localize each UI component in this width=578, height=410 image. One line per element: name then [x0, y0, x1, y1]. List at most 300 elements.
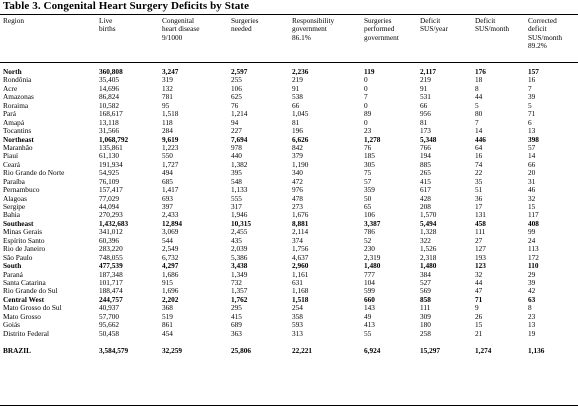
cell-performed: 185 — [364, 151, 375, 161]
cell-chd: 2,202 — [162, 294, 179, 304]
cell-performed: 76 — [364, 142, 372, 152]
cell-corrected-deficit: 13 — [528, 320, 536, 330]
cell-surgeries-needed: 395 — [231, 168, 242, 178]
cell-responsibility: 81 — [292, 117, 300, 127]
cell-live-births: 54,925 — [99, 168, 120, 178]
cell-live-births: 10,582 — [99, 100, 120, 110]
cell-chd: 1,518 — [162, 109, 179, 119]
cell-performed: 777 — [364, 269, 375, 279]
table-row — [0, 330, 578, 338]
cell-responsibility: 472 — [292, 176, 303, 186]
table-title: Table 3. Congenital Heart Surgery Deficits by State — [3, 0, 250, 12]
cell-region: North — [3, 67, 22, 76]
cell-region: Sergipe — [3, 202, 26, 211]
cell-surgeries-needed: 5,386 — [231, 252, 248, 262]
table-row — [0, 313, 578, 321]
header-live-births: Live births — [99, 16, 116, 34]
cell-chd: 1,727 — [162, 159, 179, 169]
cell-surgeries-needed: 255 — [231, 75, 242, 85]
cell-deficit-year: 258 — [420, 328, 431, 338]
cell-region: Maranhão — [3, 142, 33, 152]
table-body — [0, 68, 578, 355]
cell-performed: 57 — [364, 176, 372, 186]
cell-region: Rio Grande do Norte — [3, 168, 65, 178]
table-row — [0, 102, 578, 110]
cell-live-births: 283,220 — [99, 244, 123, 254]
cell-deficit-year: 766 — [420, 142, 431, 152]
cell-region: Roraima — [3, 100, 29, 110]
cell-deficit-month: 47 — [475, 286, 483, 296]
cell-deficit-month: 15 — [475, 320, 483, 330]
cell-chd: 519 — [162, 311, 173, 321]
cell-performed: 106 — [364, 210, 375, 220]
cell-deficit-year: 194 — [420, 151, 431, 161]
table-row — [0, 136, 578, 144]
cell-performed: 0 — [364, 83, 368, 93]
cell-chd: 915 — [162, 277, 173, 287]
cell-live-births: 187,348 — [99, 269, 123, 279]
cell-surgeries-needed: 317 — [231, 202, 242, 211]
cell-performed: 7 — [364, 92, 368, 102]
cell-deficit-year: 322 — [420, 235, 431, 245]
cell-surgeries-needed: 548 — [231, 176, 242, 186]
cell-live-births: 3,584,579 — [99, 346, 129, 355]
table-row — [0, 304, 578, 312]
cell-region: Southeast — [3, 218, 34, 228]
cell-surgeries-needed: 1,214 — [231, 109, 248, 119]
table-row — [0, 93, 578, 101]
cell-live-births: 61,130 — [99, 151, 120, 161]
cell-deficit-year: 527 — [420, 277, 431, 287]
cell-deficit-year: 956 — [420, 109, 431, 119]
cell-deficit-month: 51 — [475, 185, 483, 195]
cell-chd: 1,417 — [162, 185, 179, 195]
cell-live-births: 31,566 — [99, 126, 120, 136]
cell-deficit-month: 44 — [475, 277, 483, 287]
cell-chd: 3,247 — [162, 67, 179, 76]
table-row — [0, 110, 578, 118]
cell-deficit-month: 446 — [475, 134, 486, 144]
cell-responsibility: 2,114 — [292, 227, 309, 237]
cell-performed: 49 — [364, 311, 372, 321]
cell-deficit-year: 617 — [420, 185, 431, 195]
cell-live-births: 168,617 — [99, 109, 123, 119]
cell-deficit-month: 123 — [475, 261, 486, 271]
cell-performed: 23 — [364, 126, 372, 136]
cell-surgeries-needed: 435 — [231, 235, 242, 245]
cell-corrected-deficit: 20 — [528, 168, 536, 178]
cell-live-births: 1,432,683 — [99, 218, 129, 228]
cell-performed: 89 — [364, 109, 372, 119]
total-row — [0, 347, 578, 355]
cell-responsibility: 8,881 — [292, 218, 309, 228]
cell-corrected-deficit: 1,136 — [528, 346, 545, 355]
header-congenital-heart-disease: Congenital heart disease 9/1000 — [162, 16, 200, 42]
cell-corrected-deficit: 57 — [528, 142, 536, 152]
cell-surgeries-needed: 625 — [231, 92, 242, 102]
header-deficit-year: Deficit SUS/year — [420, 16, 448, 34]
cell-performed: 305 — [364, 159, 375, 169]
table-row — [0, 76, 578, 84]
cell-region: São Paulo — [3, 252, 33, 262]
cell-deficit-year: 91 — [420, 83, 428, 93]
cell-deficit-year: 531 — [420, 92, 431, 102]
cell-surgeries-needed: 363 — [231, 328, 242, 338]
cell-surgeries-needed: 7,694 — [231, 134, 248, 144]
cell-deficit-year: 111 — [420, 303, 431, 313]
cell-responsibility: 6,626 — [292, 134, 309, 144]
cell-chd: 494 — [162, 168, 173, 178]
cell-performed: 65 — [364, 202, 372, 211]
cell-region: South — [3, 261, 22, 271]
cell-deficit-year: 180 — [420, 320, 431, 330]
cell-deficit-month: 80 — [475, 109, 483, 119]
table-row — [0, 296, 578, 304]
cell-region: Minas Gerais — [3, 227, 43, 237]
cell-corrected-deficit: 31 — [528, 176, 536, 186]
cell-performed: 413 — [364, 320, 375, 330]
cell-live-births: 13,118 — [99, 117, 119, 127]
cell-responsibility: 1,045 — [292, 109, 309, 119]
cell-deficit-month: 176 — [475, 67, 486, 76]
cell-deficit-year: 1,328 — [420, 227, 437, 237]
cell-region: Rondônia — [3, 75, 32, 85]
cell-responsibility: 219 — [292, 75, 303, 85]
cell-chd: 685 — [162, 176, 173, 186]
cell-responsibility: 273 — [292, 202, 303, 211]
cell-surgeries-needed: 2,455 — [231, 227, 248, 237]
cell-performed: 119 — [364, 67, 375, 76]
cell-corrected-deficit: 172 — [528, 252, 539, 262]
table-row — [0, 85, 578, 93]
cell-deficit-year: 173 — [420, 126, 431, 136]
cell-deficit-month: 27 — [475, 235, 483, 245]
cell-live-births: 748,055 — [99, 252, 123, 262]
cell-performed: 75 — [364, 168, 372, 178]
cell-deficit-month: 36 — [475, 193, 483, 203]
cell-live-births: 40,937 — [99, 303, 120, 313]
table-row — [0, 152, 578, 160]
cell-deficit-year: 428 — [420, 193, 431, 203]
cell-surgeries-needed: 1,946 — [231, 210, 248, 220]
table-row — [0, 321, 578, 329]
table-row — [0, 271, 578, 279]
cell-responsibility: 2,960 — [292, 261, 309, 271]
cell-chd: 861 — [162, 320, 173, 330]
cell-responsibility: 1,676 — [292, 210, 309, 220]
cell-surgeries-needed: 1,762 — [231, 294, 248, 304]
cell-deficit-year: 2,318 — [420, 252, 437, 262]
cell-responsibility: 1,190 — [292, 159, 309, 169]
cell-performed: 52 — [364, 235, 372, 245]
cell-deficit-month: 35 — [475, 176, 483, 186]
cell-live-births: 35,405 — [99, 75, 120, 85]
cell-performed: 359 — [364, 185, 375, 195]
cell-responsibility: 538 — [292, 92, 303, 102]
cell-live-births: 50,458 — [99, 328, 120, 338]
cell-live-births: 76,109 — [99, 176, 120, 186]
cell-live-births: 1,068,792 — [99, 134, 129, 144]
table-row — [0, 161, 578, 169]
cell-corrected-deficit: 32 — [528, 193, 536, 203]
cell-live-births: 57,700 — [99, 311, 120, 321]
cell-performed: 55 — [364, 328, 372, 338]
cell-performed: 6,924 — [364, 346, 381, 355]
cell-responsibility: 374 — [292, 235, 303, 245]
header-corrected-deficit: Corrected deficit SUS/month 89.2% — [528, 16, 563, 50]
cell-responsibility: 593 — [292, 320, 303, 330]
cell-corrected-deficit: 99 — [528, 227, 536, 237]
cell-region: Espírito Santo — [3, 235, 45, 245]
cell-live-births: 341,012 — [99, 227, 123, 237]
cell-chd: 1,223 — [162, 142, 179, 152]
cell-corrected-deficit: 14 — [528, 151, 536, 161]
cell-deficit-year: 5,494 — [420, 218, 437, 228]
cell-chd: 118 — [162, 117, 173, 127]
cell-corrected-deficit: 6 — [528, 117, 532, 127]
cell-corrected-deficit: 15 — [528, 202, 536, 211]
cell-performed: 50 — [364, 193, 372, 203]
cell-live-births: 157,417 — [99, 185, 123, 195]
cell-surgeries-needed: 295 — [231, 303, 242, 313]
cell-performed: 3,387 — [364, 218, 381, 228]
cell-surgeries-needed: 76 — [231, 100, 239, 110]
cell-deficit-year: 15,297 — [420, 346, 441, 355]
cell-performed: 0 — [364, 75, 368, 85]
cell-responsibility: 4,637 — [292, 252, 309, 262]
table-row — [0, 144, 578, 152]
cell-responsibility: 976 — [292, 185, 303, 195]
cell-live-births: 86,824 — [99, 92, 120, 102]
cell-responsibility: 842 — [292, 142, 303, 152]
cell-region: Piauí — [3, 151, 18, 161]
cell-live-births: 135,861 — [99, 142, 123, 152]
cell-chd: 6,732 — [162, 252, 179, 262]
cell-corrected-deficit: 19 — [528, 328, 536, 338]
header-surgeries-needed: Surgeries needed — [231, 16, 259, 34]
cell-deficit-month: 1,274 — [475, 346, 492, 355]
cell-deficit-year: 309 — [420, 311, 431, 321]
cell-corrected-deficit: 13 — [528, 126, 536, 136]
cell-region: Mato Grosso — [3, 311, 41, 321]
cell-corrected-deficit: 113 — [528, 244, 539, 254]
cell-region: Amapá — [3, 117, 25, 127]
cell-performed: 599 — [364, 286, 375, 296]
cell-deficit-month: 458 — [475, 218, 486, 228]
cell-responsibility: 2,236 — [292, 67, 309, 76]
table-row — [0, 119, 578, 127]
cell-corrected-deficit: 42 — [528, 286, 536, 296]
cell-deficit-year: 81 — [420, 117, 428, 127]
table-row — [0, 237, 578, 245]
table-row — [0, 228, 578, 236]
cell-chd: 9,619 — [162, 134, 179, 144]
cell-region: Central West — [3, 294, 45, 304]
cell-deficit-year: 219 — [420, 75, 431, 85]
cell-performed: 1,480 — [364, 261, 381, 271]
cell-deficit-month: 21 — [475, 328, 483, 338]
cell-live-births: 270,293 — [99, 210, 123, 220]
cell-region: Bahia — [3, 210, 21, 220]
cell-performed: 143 — [364, 303, 375, 313]
cell-deficit-month: 17 — [475, 202, 483, 211]
table-row — [0, 254, 578, 262]
cell-responsibility: 254 — [292, 303, 303, 313]
cell-region: BRAZIL — [3, 346, 31, 355]
bottom-rule — [0, 405, 578, 406]
cell-chd: 2,433 — [162, 210, 179, 220]
cell-deficit-month: 64 — [475, 142, 483, 152]
cell-deficit-month: 18 — [475, 75, 483, 85]
cell-performed: 230 — [364, 244, 375, 254]
cell-corrected-deficit: 24 — [528, 235, 536, 245]
cell-deficit-month: 44 — [475, 92, 483, 102]
cell-performed: 660 — [364, 294, 375, 304]
cell-region: Santa Catarina — [3, 277, 46, 287]
cell-corrected-deficit: 23 — [528, 311, 536, 321]
cell-corrected-deficit: 39 — [528, 92, 536, 102]
cell-live-births: 244,757 — [99, 294, 123, 304]
cell-region: Tocantins — [3, 126, 32, 136]
cell-responsibility: 379 — [292, 151, 303, 161]
cell-live-births: 188,474 — [99, 286, 123, 296]
cell-surgeries-needed: 106 — [231, 83, 242, 93]
cell-responsibility: 1,161 — [292, 269, 309, 279]
cell-surgeries-needed: 227 — [231, 126, 242, 136]
cell-responsibility: 22,221 — [292, 346, 313, 355]
table-row — [0, 245, 578, 253]
cell-deficit-month: 71 — [475, 294, 483, 304]
table-row — [0, 211, 578, 219]
header-surgeries-performed: Surgeries performed government — [364, 16, 399, 42]
cell-performed: 104 — [364, 277, 375, 287]
cell-surgeries-needed: 732 — [231, 277, 242, 287]
table-row — [0, 178, 578, 186]
cell-deficit-month: 131 — [475, 210, 486, 220]
cell-corrected-deficit: 5 — [528, 100, 532, 110]
cell-region: Pará — [3, 109, 16, 119]
cell-chd: 1,696 — [162, 286, 179, 296]
cell-region: Distrito Federal — [3, 328, 50, 338]
cell-chd: 2,549 — [162, 244, 179, 254]
cell-corrected-deficit: 157 — [528, 67, 539, 76]
cell-deficit-year: 208 — [420, 202, 431, 211]
table-row — [0, 195, 578, 203]
cell-live-births: 14,696 — [99, 83, 120, 93]
cell-deficit-month: 9 — [475, 303, 479, 313]
cell-corrected-deficit: 117 — [528, 210, 539, 220]
cell-corrected-deficit: 110 — [528, 261, 539, 271]
cell-deficit-year: 415 — [420, 176, 431, 186]
cell-performed: 786 — [364, 227, 375, 237]
cell-corrected-deficit: 8 — [528, 303, 532, 313]
table-row — [0, 68, 578, 76]
cell-responsibility: 358 — [292, 311, 303, 321]
cell-chd: 1,686 — [162, 269, 179, 279]
cell-chd: 693 — [162, 193, 173, 203]
table-row — [0, 220, 578, 228]
cell-region: Ceará — [3, 159, 21, 169]
cell-chd: 454 — [162, 328, 173, 338]
cell-deficit-month: 32 — [475, 269, 483, 279]
cell-region: Rio de Janeiro — [3, 244, 46, 254]
cell-surgeries-needed: 2,039 — [231, 244, 248, 254]
cell-chd: 319 — [162, 75, 173, 85]
cell-surgeries-needed: 1,382 — [231, 159, 248, 169]
cell-corrected-deficit: 398 — [528, 134, 539, 144]
cell-deficit-month: 8 — [475, 83, 479, 93]
cell-deficit-month: 5 — [475, 100, 479, 110]
cell-performed: 0 — [364, 100, 368, 110]
cell-region: Paraná — [3, 269, 23, 279]
table-row — [0, 186, 578, 194]
cell-surgeries-needed: 415 — [231, 311, 242, 321]
cell-surgeries-needed: 689 — [231, 320, 242, 330]
cell-corrected-deficit: 29 — [528, 269, 536, 279]
cell-deficit-month: 22 — [475, 168, 483, 178]
cell-deficit-month: 111 — [475, 227, 486, 237]
cell-responsibility: 1,168 — [292, 286, 309, 296]
cell-chd: 4,297 — [162, 261, 179, 271]
cell-region: Acre — [3, 83, 18, 93]
table-row — [0, 279, 578, 287]
cell-surgeries-needed: 1,133 — [231, 185, 248, 195]
cell-deficit-month: 14 — [475, 126, 483, 136]
cell-chd: 3,069 — [162, 227, 179, 237]
header-rule — [0, 62, 578, 63]
cell-chd: 368 — [162, 303, 173, 313]
cell-region: Northeast — [3, 134, 34, 144]
cell-deficit-month: 193 — [475, 252, 486, 262]
cell-surgeries-needed: 1,349 — [231, 269, 248, 279]
cell-deficit-year: 569 — [420, 286, 431, 296]
cell-responsibility: 478 — [292, 193, 303, 203]
cell-responsibility: 1,756 — [292, 244, 309, 254]
cell-chd: 284 — [162, 126, 173, 136]
cell-deficit-year: 66 — [420, 100, 428, 110]
cell-surgeries-needed: 1,357 — [231, 286, 248, 296]
cell-chd: 12,894 — [162, 218, 183, 228]
cell-surgeries-needed: 25,806 — [231, 346, 252, 355]
cell-deficit-year: 1,570 — [420, 210, 437, 220]
cell-deficit-month: 127 — [475, 244, 486, 254]
cell-surgeries-needed: 555 — [231, 193, 242, 203]
cell-deficit-year: 384 — [420, 269, 431, 279]
cell-live-births: 44,094 — [99, 202, 120, 211]
cell-responsibility: 313 — [292, 328, 303, 338]
table-row — [0, 203, 578, 211]
cell-corrected-deficit: 66 — [528, 159, 536, 169]
cell-live-births: 191,934 — [99, 159, 123, 169]
cell-deficit-year: 2,117 — [420, 67, 437, 76]
cell-chd: 32,259 — [162, 346, 183, 355]
cell-region: Pernambuco — [3, 185, 40, 195]
cell-deficit-year: 1,526 — [420, 244, 437, 254]
cell-region: Amazonas — [3, 92, 34, 102]
top-rule — [0, 14, 578, 15]
cell-responsibility: 66 — [292, 100, 300, 110]
cell-region: Goiás — [3, 320, 21, 330]
cell-performed: 2,319 — [364, 252, 381, 262]
cell-region: Paraíba — [3, 176, 25, 186]
cell-surgeries-needed: 94 — [231, 117, 239, 127]
cell-chd: 550 — [162, 151, 173, 161]
cell-surgeries-needed: 978 — [231, 142, 242, 152]
cell-deficit-month: 16 — [475, 151, 483, 161]
cell-deficit-year: 858 — [420, 294, 431, 304]
table-row — [0, 127, 578, 135]
cell-responsibility: 91 — [292, 83, 300, 93]
